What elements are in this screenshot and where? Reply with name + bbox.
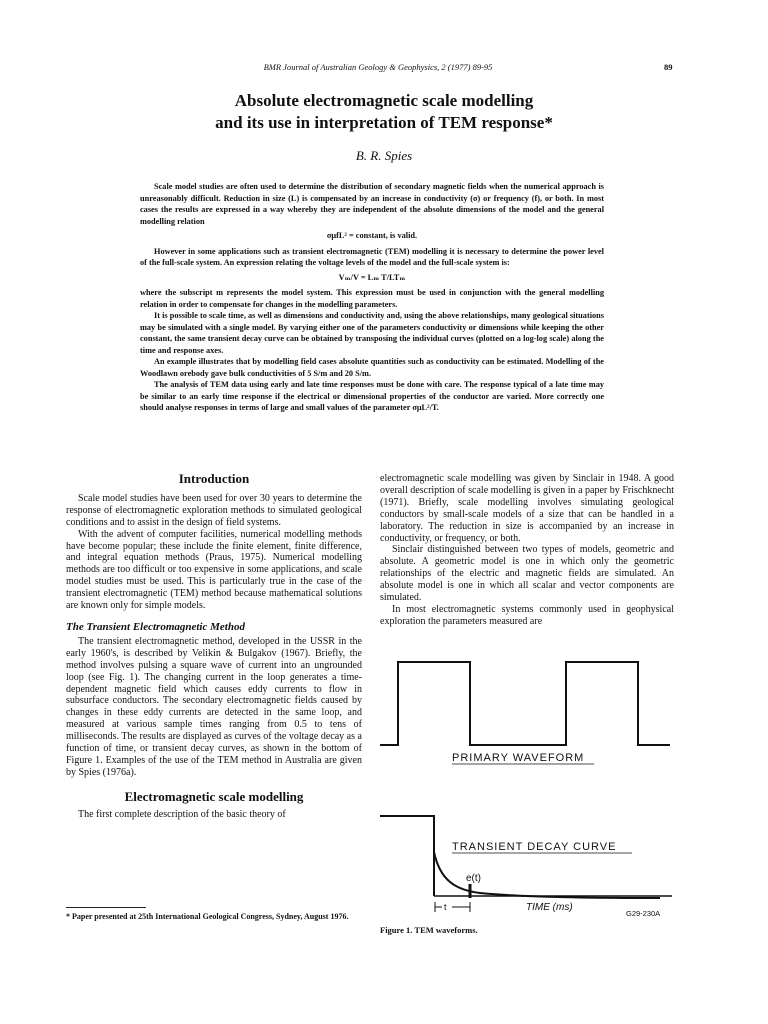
section-heading-em-scale-modelling: Electromagnetic scale modelling (124, 788, 304, 804)
footnote: * Paper presented at 25th International Geological Congress, Sydney, August 1976. (66, 912, 349, 921)
body-paragraph: The transient electromagnetic method, developed in the USSR in the early 1960's, is described by Velikin & Bulgakov (1967). Briefly, the method involves pulsing a square wave of current into an ungrounded loop (see Fig. 1). The changing current in the loop generates a time-dependent magnetic field which causes eddy currents to flow in subsurface conductors. The secondary electromagnetic fields caused by changes in these eddy currents are detected in the same loop, and measured at various sample times ranging from 0.5 to tens of milliseconds. The results are displayed as curves of the voltage decay as a function of time, or transient decay curves, as shown in the bottom of Figure 1. Examples of the use of the TEM method in Australia are given by Spies (1976a). (66, 635, 362, 778)
t-label: t (444, 902, 447, 912)
figure-1-tem-waveforms (380, 650, 680, 920)
abstract-paragraph: However in some applications such as transient electromagnetic (TEM) modelling it is necessary to determine the power level of the full-scale system. An expression relating the voltage levels of the model and the full-scale system is: (140, 246, 604, 267)
transient-decay-label: TRANSIENT DECAY CURVE (452, 841, 617, 853)
time-axis-label: TIME (ms) (526, 902, 573, 913)
footnote-divider (66, 907, 146, 908)
page-number: 89 (664, 62, 673, 72)
figure-code: G29-230A (626, 909, 661, 918)
abstract-paragraph: Scale model studies are often used to determine the distribution of secondary magnetic fields when the numerical approach is unreasonably difficult. Reduction in size (L) is compensated by an increase in conductivity (σ) or frequency (f), or both. In most cases the results are expressed in a way whereby they are independent of the absolute dimensions of the model and the general modelling relation (140, 182, 604, 226)
figure-caption: Figure 1. TEM waveforms. (380, 925, 478, 935)
abstract-paragraph: where the subscript m represents the model system. This expression must be used in conjunction with the general modelling relation in order to compensate for changes in the modelling parameters. (140, 288, 604, 309)
transient-step (380, 816, 434, 852)
modelling-relation-equation: σμfL² = constant, is valid. (326, 231, 418, 240)
paper-title (100, 90, 668, 134)
title-line-1: Absolute electromagnetic scale modelling (234, 91, 534, 110)
primary-waveform-label: PRIMARY WAVEFORM (452, 752, 585, 764)
abstract-paragraph: The analysis of TEM data using early and late time responses must be done with care. The response typical of a late time may be similar to an early time response if the electrical or dimensional properties of the conductor are varied. More correctly one should analyse responses in terms of large and small values of the parameter σμL²/T. (140, 380, 604, 412)
body-paragraph: electromagnetic scale modelling was given by Sinclair in 1948. A good overall description of scale modelling is given in a paper by Frischknecht (1971). Briefly, scale modelling involves simulating geological conductors by small-scale models of a size that can be handled in a laboratory. The reduction in size is accompanied by an increase in conductivity, or frequency, or both. (380, 473, 674, 544)
title-line-2: and its use in interpretation of TEM response* (215, 113, 553, 132)
left-column (66, 473, 362, 821)
primary-square-waveform (380, 662, 670, 745)
body-paragraph: Sinclair distinguished between two types of models, geometric and absolute. A geometric model is one in which only the geometric relationships of the electric and magnetic fields are simulated. An absolute model is one in which all scalar and vector components are simulated. (380, 544, 674, 604)
right-column (380, 473, 674, 628)
body-paragraph: The first complete description of the basic theory of (78, 808, 286, 820)
section-heading-introduction: Introduction (178, 471, 250, 486)
body-paragraph: In most electromagnetic systems commonly used in geophysical exploration the parameters measured are (380, 603, 674, 627)
abstract (140, 181, 604, 414)
body-paragraph: Scale model studies have been used for over 30 years to determine the response of electromagnetic exploration methods to simulated geological conditions and to assist in the design of field systems. (66, 492, 362, 528)
author: B. R. Spies (355, 148, 413, 163)
voltage-relation-equation: Vₘ/V = Lₘ T/LTₘ (338, 272, 406, 282)
abstract-paragraph: It is possible to scale time, as well as dimensions and conductivity and, using the above relationships, many geological situations may be simulated with a single model. By varying either one of the parameters conductivity or dimensions while keeping the other constant, the same transient decay curve can be obtained by transposing the individual curves (plotted on a log-log scale) along the time and response axes. (140, 311, 604, 355)
journal-citation: BMR Journal of Australian Geology & Geophysics, 2 (1977) 89-95 (263, 62, 493, 72)
abstract-paragraph: An example illustrates that by modelling field cases absolute quantities such as conductivity can be estimated. Modelling of the Woodlawn orebody gave bulk conductivities of 5 S/m and 20 S/m. (140, 357, 604, 378)
subsection-heading-tem: The Transient Electromagnetic Method (66, 620, 245, 633)
body-paragraph: With the advent of computer facilities, numerical modelling methods have become popular; these include the finite element, finite difference, and integral equation methods (Praus, 1975). Numerical modelling methods are too difficult or too expensive in some applications, and scale model studies must be used. This is particularly true in the case of the transient electromagnetic (TEM) method because mathematical solutions are known only for simple models. (66, 528, 362, 612)
et-label: e(t) (466, 873, 481, 884)
